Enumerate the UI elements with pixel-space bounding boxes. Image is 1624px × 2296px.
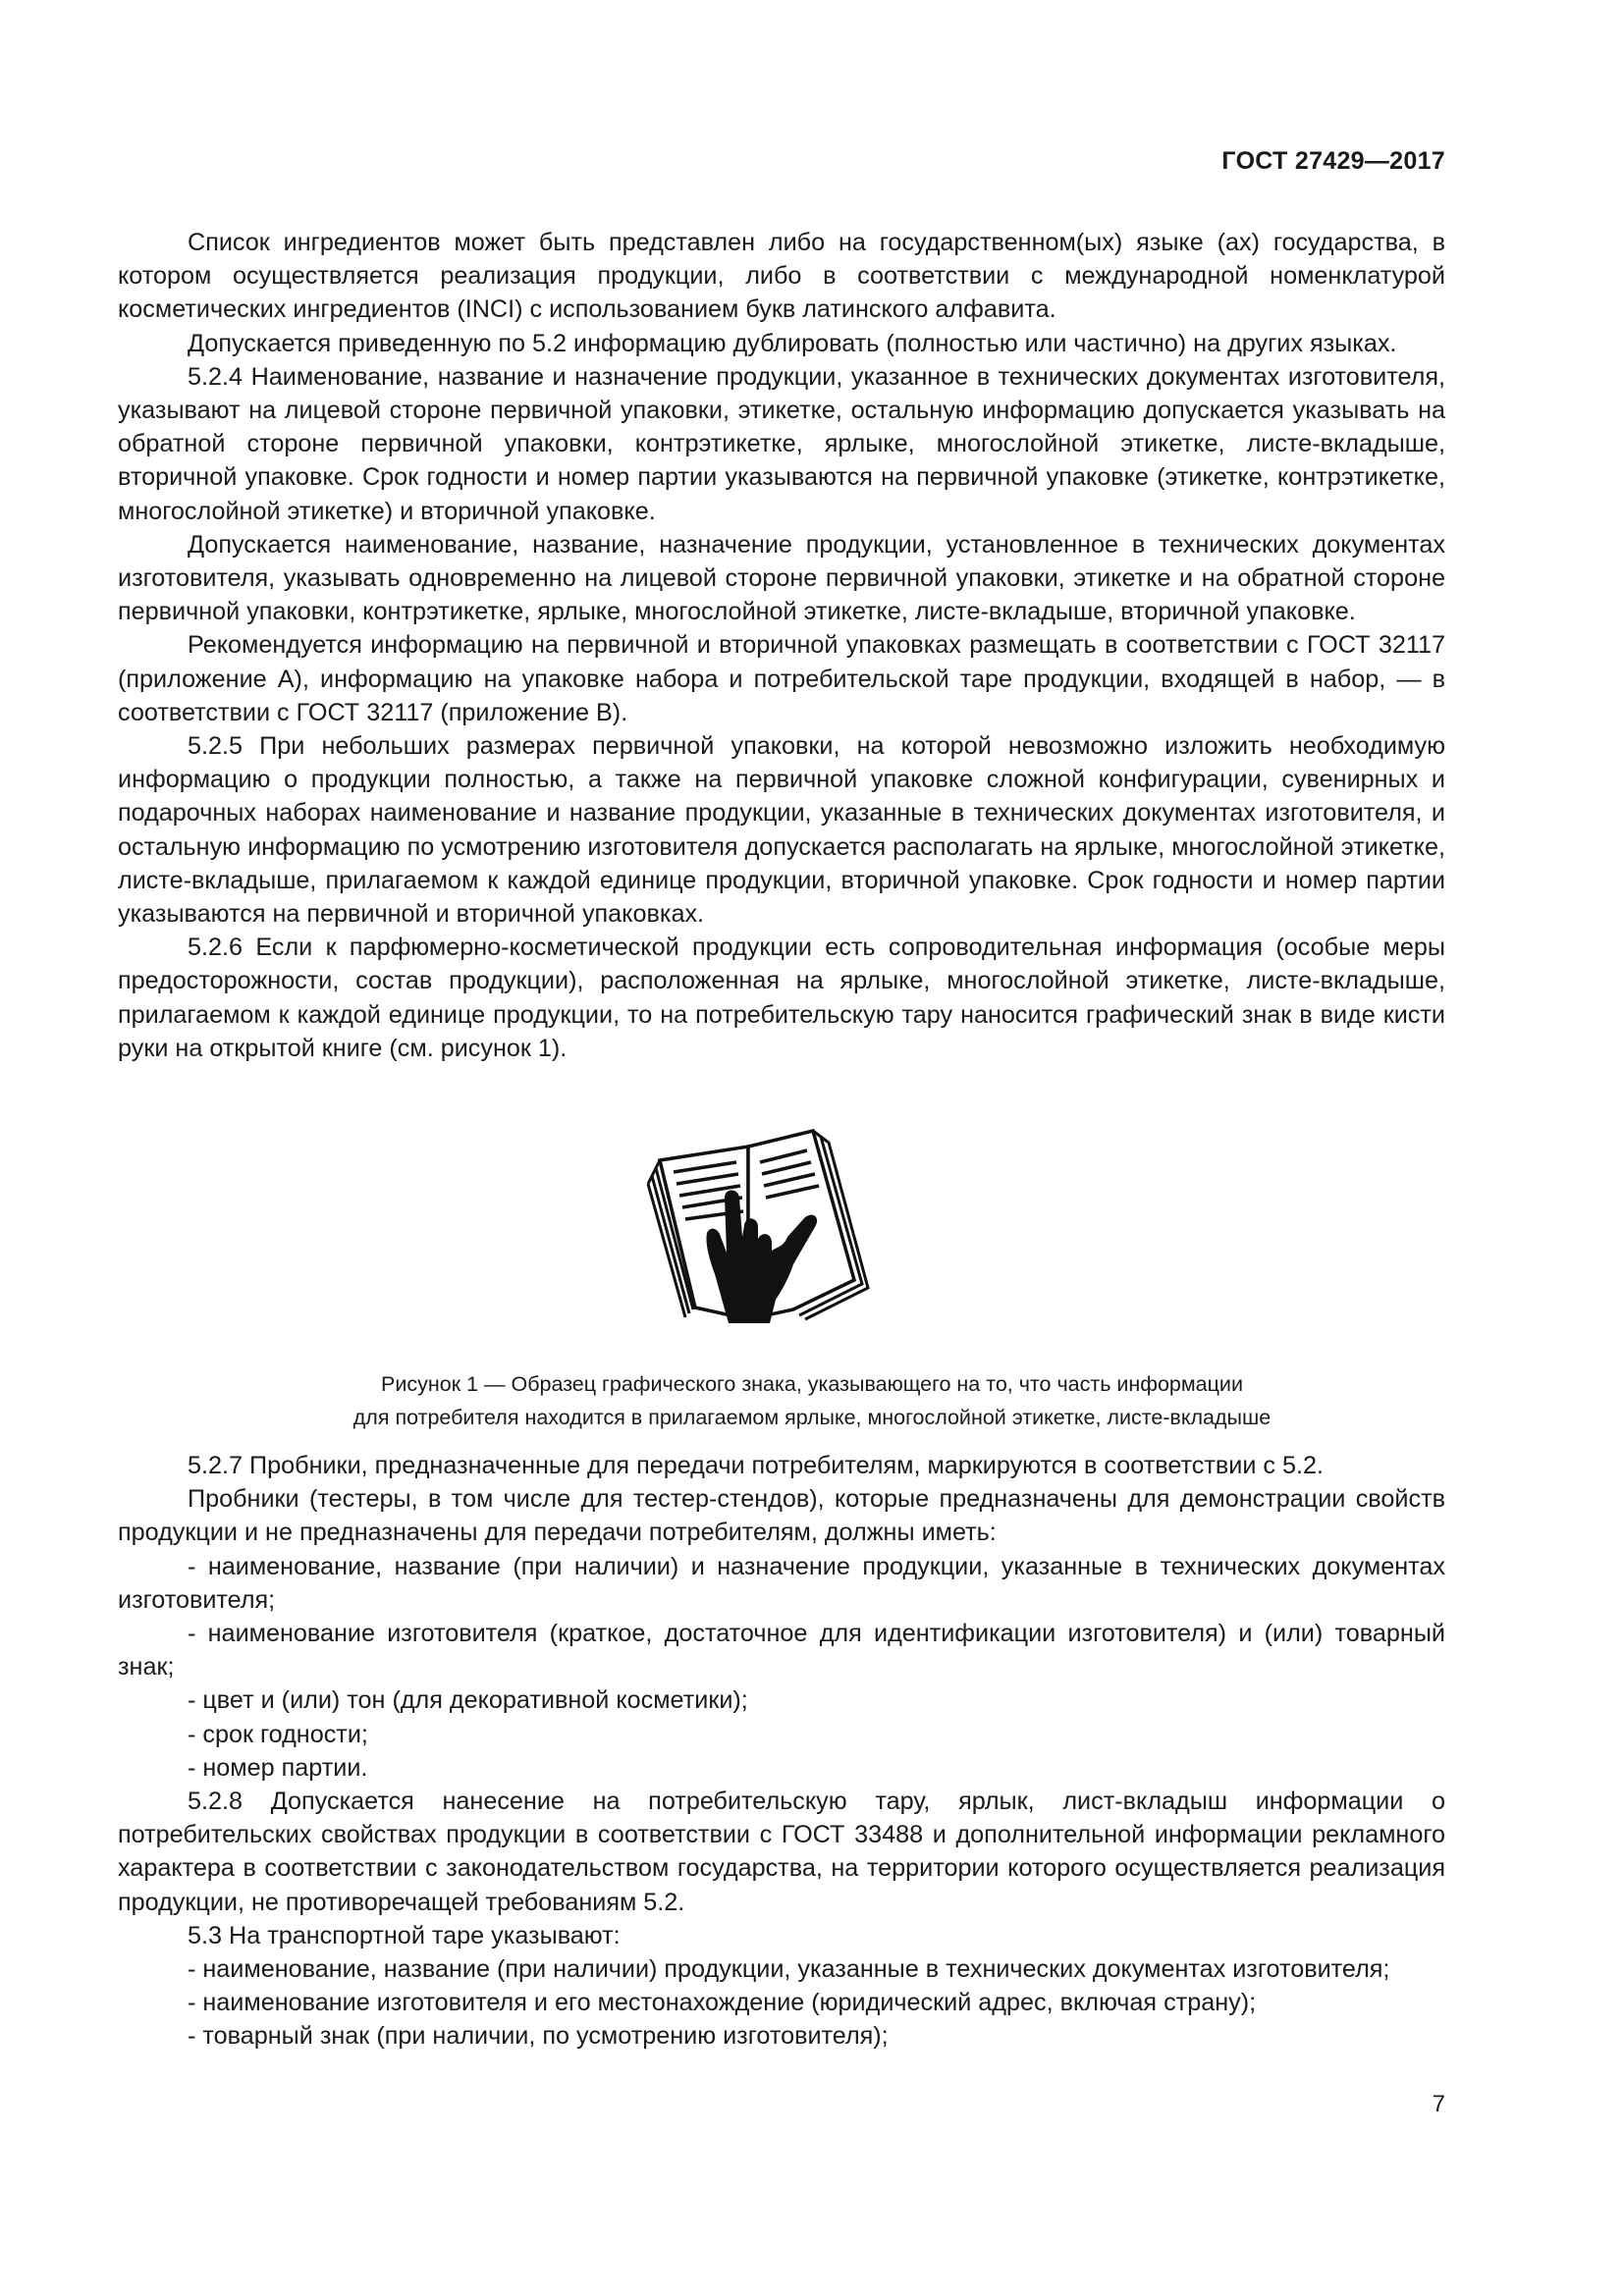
list-item: - наименование изготовителя и его местонахождение (юридический адрес, включая страну); — [188, 1989, 1257, 2017]
paragraph: Список ингредиентов может быть представлен либо на государственном(ых) языке (ах) государства, в котором осуществляется реализация продукции, либо в соответствии с международной номенклатурой косметических ингредиентов (INCI) с использованием букв латинского алфавита. — [118, 229, 1445, 324]
text-block-lower — [118, 1449, 1445, 2054]
paragraph: Пробники (тестеры, в том числе для тестер-стендов), которые предназначены для демонстрации свойств продукции и не предназначены для передачи потребителям, должны иметь: — [118, 1485, 1445, 1547]
caption-line: Рисунок 1 — Образец графического знака, указывающего на то, что часть информации — [381, 1372, 1243, 1396]
paragraph-5-2-4: 5.2.4 Наименование, название и назначение продукции, указанное в технических документах изготовителя, указывают на лицевой стороне первичной упаковки, этикетке, остальную информацию допускается указывать на обратной стороне первичной упаковки, контрэтикетке, ярлыке, многослойной этикетке, листе-вкладыше, вторичной упаковке. Срок годности и номер партии указываются на первичной упаковке (этикетке, контрэтикетке, многослойной этикетке) и вторичной упаковке. — [118, 362, 1445, 525]
paragraph-5-2-6: 5.2.6 Если к парфюмерно-косметической продукции есть сопроводительная информация (особые меры предосторожности, состав продукции), расположенная на ярлыке, многослойной этикетке, листе-вкладыше, прилагаемом к каждой единице продукции, то на потребительскую тару наносится графический знак в виде кисти руки на открытой книге (см. рисунок 1). — [118, 934, 1445, 1062]
list-item: - наименование изготовителя (краткое, достаточное для идентификации изготовителя) и (или) товарный знак; — [118, 1620, 1445, 1682]
paragraph-5-2-5: 5.2.5 При небольших размерах первичной упаковки, на которой невозможно изложить необходимую информацию о продукции полностью, а также на первичной упаковке сложной конфигурации, сувенирных и подарочных наборах наименование и название продукции, указанные в технических документах изготовителя, и остальную информацию по усмотрению изготовителя допускается располагать на ярлыке, многослойной этикетке, листе-вкладыше, прилагаемом к каждой единице продукции, вторичной упаковке. Срок годности и номер партии указываются на первичной и вторичной упаковках. — [118, 732, 1445, 929]
paragraph-5-2-8: 5.2.8 Допускается нанесение на потребительскую тару, ярлык, лист-вкладыш информации о потребительских свойствах продукции в соответствии с ГОСТ 33488 и дополнительной информации рекламного характера в соответствии с законодательством государства, на территории которого осуществляется реализация продукции, не противоречащей требованиям 5.2. — [118, 1788, 1445, 1916]
list-item: - наименование, название (при наличии) и назначение продукции, указанные в технических документах изготовителя; — [118, 1552, 1445, 1614]
hand-on-open-book-icon — [646, 1127, 872, 1323]
text-block-upper — [118, 226, 1445, 1065]
paragraph: Допускается приведенную по 5.2 информацию дублировать (полностью или частично) на других языках. — [188, 329, 1397, 357]
list-item: - цвет и (или) тон (для декоративной косметики); — [188, 1686, 748, 1715]
caption-line: для потребителя находится в прилагаемом ярлыке, многослойной этикетке, листе-вкладыше — [352, 1406, 1272, 1429]
page-number: 7 — [1432, 2091, 1445, 2117]
list-item: - срок годности; — [188, 1720, 368, 1748]
figure-1 — [0, 1127, 1624, 1323]
figure-caption — [196, 1367, 1428, 1434]
document-header: ГОСТ 27429—2017 — [1221, 147, 1445, 175]
list-item: - товарный знак (при наличии, по усмотрению изготовителя); — [188, 2022, 889, 2051]
paragraph-5-2-7: 5.2.7 Пробники, предназначенные для передачи потребителям, маркируются в соответствии с 5.2. — [188, 1452, 1325, 1479]
paragraph-5-3: 5.3 На транспортной таре указывают: — [188, 1921, 621, 1949]
paragraph: Рекомендуется информацию на первичной и вторичной упаковках размещать в соответствии с ГОСТ 32117 (приложение А), информацию на упаковке набора и потребительской таре продукции, входящей в набор, — в соответствии с ГОСТ 32117 (приложение В). — [118, 631, 1445, 726]
list-item: - наименование, название (при наличии) продукции, указанные в технических документах изготовителя; — [188, 1955, 1390, 1984]
list-item: - номер партии. — [188, 1753, 368, 1782]
paragraph: Допускается наименование, название, назначение продукции, установленное в технических документах изготовителя, указывать одновременно на лицевой стороне первичной упаковки, этикетке и на обратной стороне первичной упаковки, контрэтикетке, ярлыке, многослойной этикетке, листе-вкладыше, вторичной упаковке. — [118, 530, 1445, 626]
